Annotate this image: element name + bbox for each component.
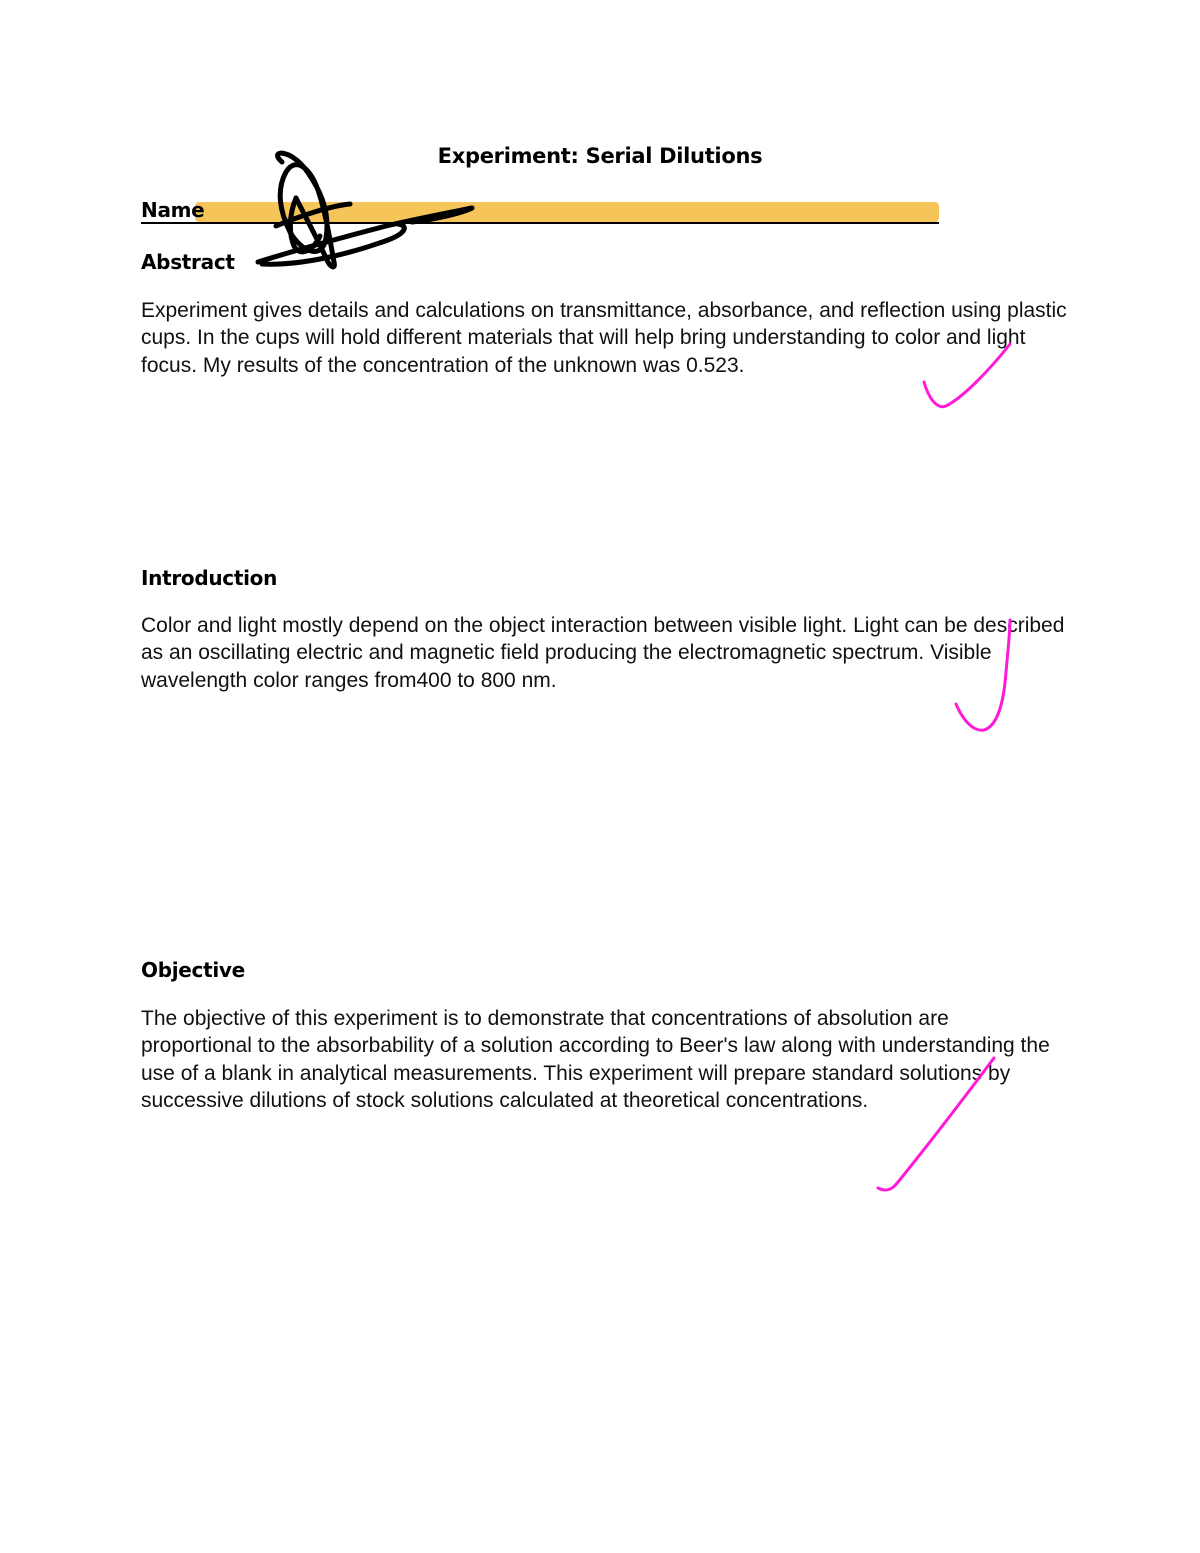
name-highlight [195,202,939,222]
objective-text: The objective of this experiment is to demonstrate that concentrations of absolution are proportional to the absorbability of a solution according to Beer's law along with understanding the use of a blank in analytical measurements. This experiment will prepare standard solutions by successive dilutions of stock solutions calculated at theoretical concentrations. [141,1007,1050,1112]
abstract-heading: Abstract [141,250,235,274]
objective-heading: Objective [141,958,245,982]
introduction-heading: Introduction [141,566,278,590]
document-title: Experiment: Serial Dilutions [437,144,763,168]
name-label: Name [141,198,205,222]
introduction-text: Color and light mostly depend on the object interaction between visible light. Light can be described as an oscillating electric and magnetic field producing the electromagnetic spectrum. Visible wavelength color ranges from400 to 800 nm. [141,614,1065,692]
abstract-text: Experiment gives details and calculations on transmittance, absorbance, and reflection using plastic cups. In the cups will hold different materials that will help bring understanding to color and light focus. My results of the concentration of the unknown was 0.523. [141,299,1067,377]
name-field [141,198,941,228]
name-underline [141,222,939,224]
